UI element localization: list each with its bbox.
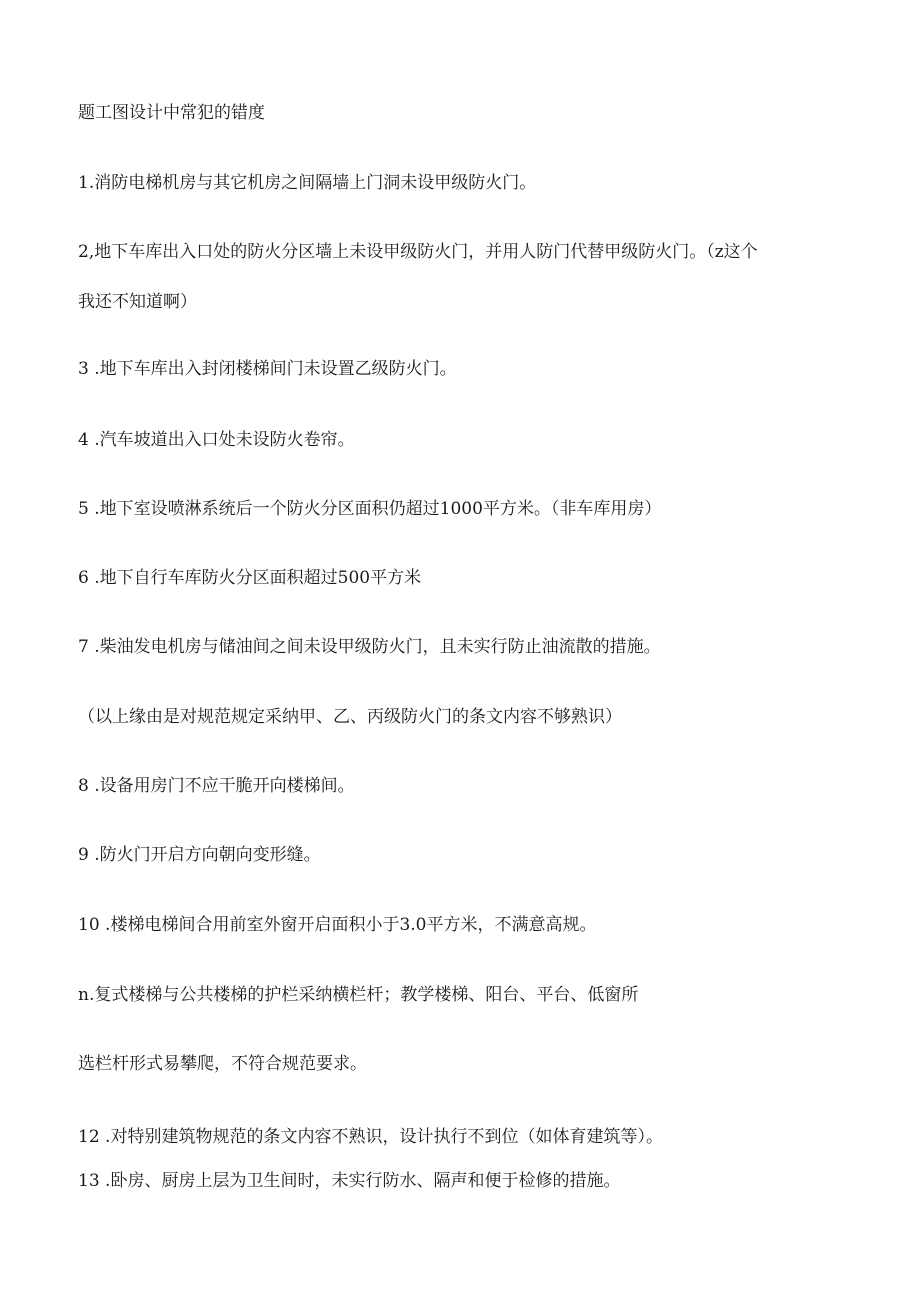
list-item: 12 .对特别建筑物规范的条文内容不熟识，设计执行不到位（如体育建筑等）。 [78, 1127, 663, 1147]
list-item-continuation: 选栏杆形式易攀爬，不符合规范要求。 [78, 1054, 367, 1074]
list-item: 8 .设备用房门不应干脆开向楼梯间。 [78, 776, 355, 796]
list-item: 4 .汽车坡道出入口处未设防火卷帘。 [78, 430, 355, 450]
list-item: 2,地下车库出入口处的防火分区墙上未设甲级防火门，并用人防门代替甲级防火门。（z这个 [78, 242, 758, 262]
page-title: 题工图设计中常犯的错度 [78, 103, 265, 123]
list-item: 13 .卧房、厨房上层为卫生间时，未实行防水、隔声和便于检修的措施。 [78, 1171, 621, 1191]
list-item: 9 .防火门开启方向朝向变形缝。 [78, 845, 321, 865]
list-item: n.复式楼梯与公共楼梯的护栏采纳横栏杆；教学楼梯、阳台、平台、低窗所 [78, 985, 639, 1005]
list-item: 1.消防电梯机房与其它机房之间隔墙上门洞未设甲级防火门。 [78, 173, 537, 193]
list-item: 6 .地下自行车库防火分区面积超过500平方米 [78, 568, 422, 588]
list-item: 5 .地下室设喷淋系统后一个防火分区面积仍超过1000平方米。（非车库用房） [78, 499, 662, 519]
list-item: 7 .柴油发电机房与储油间之间未设甲级防火门，且未实行防止油流散的措施。 [78, 637, 661, 657]
list-item: 10 .楼梯电梯间合用前室外窗开启面积小于3.0平方米，不满意高规。 [78, 915, 597, 935]
note: （以上缘由是对规范规定采纳甲、乙、丙级防火门的条文内容不够熟识） [78, 707, 622, 727]
list-item: 3 .地下车库出入封闭楼梯间门未设置乙级防火门。 [78, 359, 457, 379]
list-item-continuation: 我还不知道啊） [78, 292, 197, 312]
